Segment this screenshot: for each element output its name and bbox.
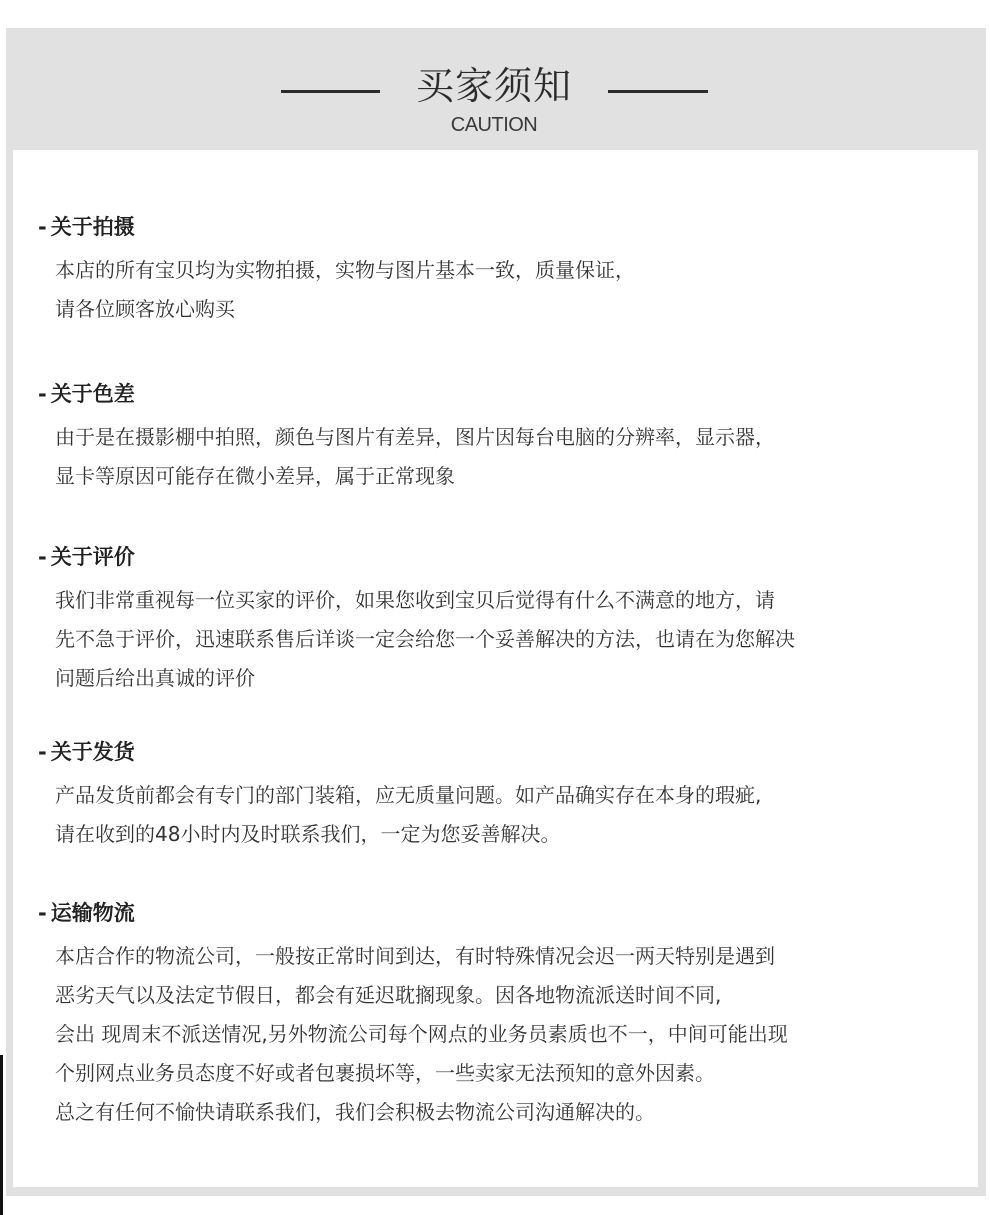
page-subtitle: CAUTION xyxy=(450,114,538,136)
heading-dash: - xyxy=(38,215,47,239)
body-line: 问题后给出真诚的评价 xyxy=(55,666,255,690)
body-line: 总之有任何不愉快请联系我们，我们会积极去物流公司沟通解决的。 xyxy=(55,1100,655,1124)
body-line: 请在收到的48小时内及时联系我们，一定为您妥善解决。 xyxy=(55,822,561,846)
heading-dash: - xyxy=(38,382,47,406)
page-title: 买家须知 xyxy=(415,64,572,108)
heading-dash: - xyxy=(38,901,47,925)
section-shooting xyxy=(38,213,958,329)
body-line: 由于是在摄影棚中拍照，颜色与图片有差异，图片因每台电脑的分辨率，显示器， xyxy=(55,425,775,449)
section-body xyxy=(55,418,958,496)
edge-bar xyxy=(0,1055,3,1215)
body-line: 本店合作的物流公司，一般按正常时间到达，有时特殊情况会迟一两天特别是遇到 xyxy=(55,944,775,968)
section-heading: 关于评价 xyxy=(50,545,135,569)
section-heading: 关于发货 xyxy=(50,740,135,764)
body-line: 会出 现周末不派送情况,另外物流公司每个网点的业务员素质也不一，中间可能出现 xyxy=(55,1022,788,1046)
section-reviews xyxy=(38,543,958,698)
title-rule-right xyxy=(608,90,708,93)
section-heading: 运输物流 xyxy=(50,901,135,925)
section-logistics xyxy=(38,899,958,1132)
title-rule-left xyxy=(281,90,380,93)
section-body xyxy=(55,581,958,698)
body-line: 请各位顾客放心购买 xyxy=(55,297,235,321)
section-body xyxy=(55,776,958,854)
body-line: 我们非常重视每一位买家的评价，如果您收到宝贝后觉得有什么不满意的地方，请 xyxy=(55,588,775,612)
section-body xyxy=(55,251,958,329)
body-line: 个别网点业务员态度不好或者包裹损坏等，一些卖家无法预知的意外因素。 xyxy=(55,1061,715,1085)
body-line: 恶劣天气以及法定节假日，都会有延迟耽搁现象。因各地物流派送时间不同, xyxy=(55,983,722,1007)
heading-dash: - xyxy=(38,740,47,764)
body-line: 先不急于评价，迅速联系售后详谈一定会给您一个妥善解决的方法，也请在为您解决 xyxy=(55,627,795,651)
section-color-difference xyxy=(38,380,958,496)
section-body xyxy=(55,937,958,1132)
heading-dash: - xyxy=(38,545,47,569)
body-line: 产品发货前都会有专门的部门装箱，应无质量问题。如产品确实存在本身的瑕疵, xyxy=(55,783,762,807)
section-shipping xyxy=(38,738,958,854)
body-line: 本店的所有宝贝均为实物拍摄，实物与图片基本一致，质量保证， xyxy=(55,258,635,282)
section-heading: 关于色差 xyxy=(50,382,135,406)
body-line: 显卡等原因可能存在微小差异，属于正常现象 xyxy=(55,464,455,488)
section-heading: 关于拍摄 xyxy=(50,215,135,239)
